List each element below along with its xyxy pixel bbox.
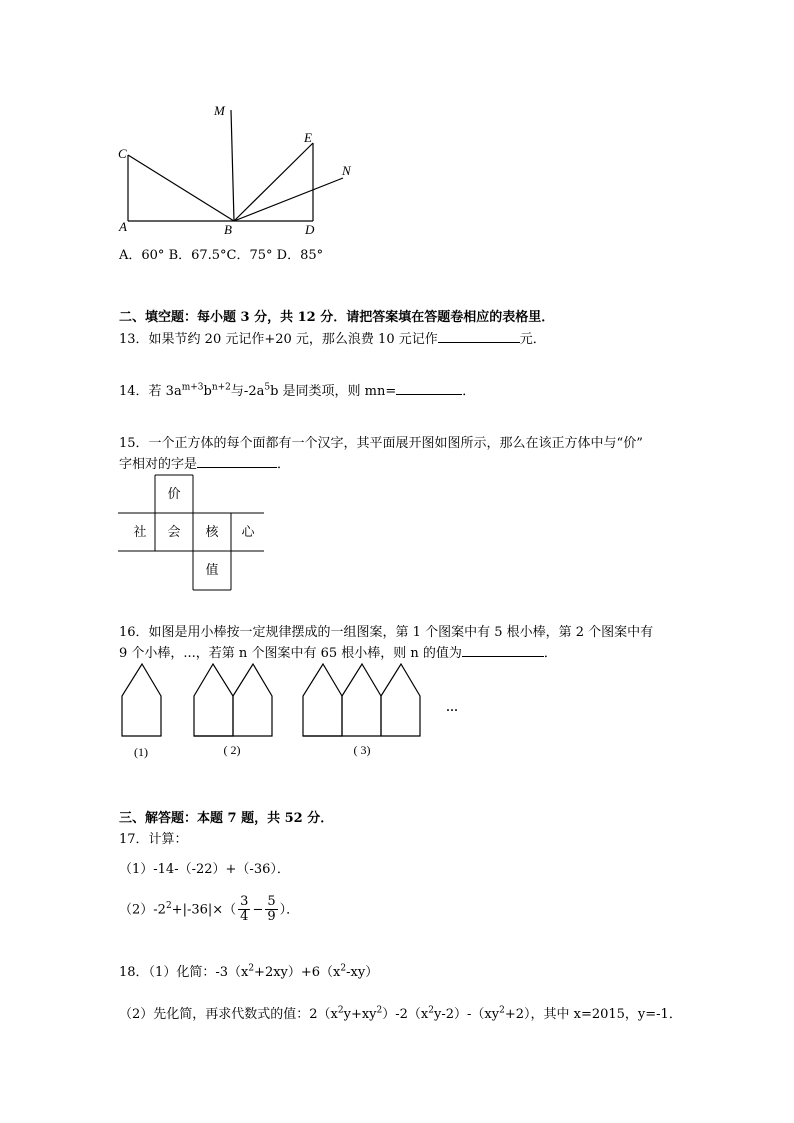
line-be bbox=[234, 143, 313, 221]
net-cell-3: 核 bbox=[205, 524, 219, 539]
q13-end: 元． bbox=[519, 332, 546, 347]
house-3a bbox=[303, 664, 342, 736]
q15-line1: 15．一个正方体的每个面都有一个汉字，其平面展开图如图所示，那么在该正方体中与“价” bbox=[119, 436, 643, 451]
net-top: 价 bbox=[167, 486, 181, 501]
q17-part1: （1）-14-（-22）+（-36）． bbox=[119, 862, 290, 877]
label-a: A bbox=[119, 219, 127, 234]
q15-end: ． bbox=[277, 457, 291, 472]
q16-line1: 16．如图是用小棒按一定规律摆成的一组图案，第 1 个图案中有 5 根小棒，第 2 个图案中有 bbox=[119, 625, 654, 640]
label-n: N bbox=[342, 163, 351, 178]
q18-part1: 18．（1）化简：$-3(x^2+2xy)+6(x^2-xy)$ bbox=[119, 963, 379, 980]
line-bn bbox=[234, 178, 343, 221]
caption-3: ( 3) bbox=[353, 743, 371, 757]
label-c: C bbox=[118, 146, 127, 161]
q16-text: 9 个小棒，...，若第 n 个图案中有 65 根小棒，则 n 的值为 bbox=[119, 646, 462, 661]
line-cb bbox=[128, 155, 234, 221]
q16-end: ． bbox=[543, 646, 557, 661]
q17-p2-text: （2）-2 bbox=[119, 902, 166, 918]
q14-mid3: b 是同类项，则 mn= bbox=[270, 384, 397, 399]
net-bottom: 值 bbox=[205, 562, 219, 577]
q14-end: ． bbox=[462, 384, 476, 399]
q18-part2: （2）先化简，再求代数式的值：$2(x^2y+xy^2)-2(x^2y-2)-(xy^2+2)$，其中 x=2015，y=-1． bbox=[119, 1005, 682, 1022]
q13-text: 13．如果节约 20 元记作+20 元，那么浪费 10 元记作 bbox=[119, 332, 438, 347]
label-d: D bbox=[305, 222, 315, 237]
q17-title: 17．计算： bbox=[119, 832, 188, 847]
q17-part2 bbox=[119, 890, 300, 925]
fraction-3-4: $\frac{3}{4}$ bbox=[240, 894, 249, 925]
q15-text: 字相对的字是 bbox=[119, 457, 198, 472]
q17-p2-end: ）． bbox=[279, 902, 300, 918]
label-e: E bbox=[304, 130, 312, 145]
q15-answer-blank[interactable] bbox=[197, 455, 277, 468]
angle-figure bbox=[110, 98, 370, 243]
caption-1: (1) bbox=[134, 745, 148, 759]
net-cell-4: 心 bbox=[241, 524, 255, 539]
q15-line2 bbox=[119, 453, 290, 472]
q14-exp3: 5 bbox=[264, 382, 271, 393]
fraction-5-9: $\frac{5}{9}$ bbox=[267, 894, 276, 925]
cube-net bbox=[118, 474, 268, 594]
line-bm bbox=[231, 110, 234, 221]
house-1 bbox=[122, 664, 161, 736]
q14-answer-blank[interactable] bbox=[396, 382, 462, 395]
q14-exp2: n+2 bbox=[211, 382, 231, 393]
q14-exp1: m+3 bbox=[181, 382, 204, 393]
house-2a bbox=[194, 664, 233, 736]
label-m: M bbox=[214, 103, 225, 118]
minus-sign: − bbox=[252, 902, 264, 918]
q17-p2-mid: +|-36|×（ bbox=[171, 902, 237, 918]
q12-choices: A．60° B．67.5°C．75° D．85° bbox=[119, 248, 324, 263]
q17-p2-exp: 2 bbox=[165, 901, 172, 911]
q14-text: 14．若 3a bbox=[119, 384, 182, 399]
house-patterns bbox=[110, 660, 480, 764]
label-b: B bbox=[224, 222, 232, 237]
question-14 bbox=[119, 380, 475, 399]
q14-b: b bbox=[203, 384, 212, 399]
q16-line2 bbox=[119, 642, 557, 661]
q14-mid: 与-2a bbox=[230, 384, 265, 399]
q13-answer-blank[interactable] bbox=[438, 330, 520, 343]
pattern-ellipsis: ··· bbox=[445, 703, 459, 717]
caption-2: ( 2) bbox=[223, 743, 241, 757]
section3-heading: 三、解答题：本题 7 题，共 52 分． bbox=[119, 811, 334, 826]
section2-heading: 二、填空题：每小题 3 分，共 12 分．请把答案填在答题卷相应的表格里． bbox=[119, 310, 555, 325]
question-13 bbox=[119, 328, 546, 347]
q16-answer-blank[interactable] bbox=[462, 644, 544, 657]
net-cell-1: 社 bbox=[133, 524, 147, 539]
net-cell-2: 会 bbox=[167, 524, 181, 539]
